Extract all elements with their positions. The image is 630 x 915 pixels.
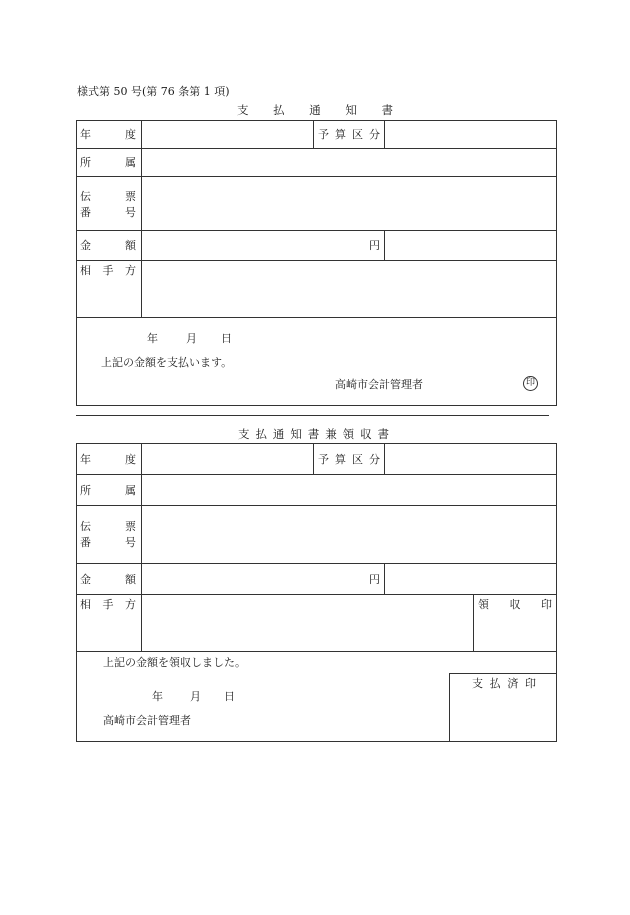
label-char: 区 — [352, 453, 363, 466]
label-char: 印 — [524, 677, 536, 690]
label-char: 相 — [80, 264, 91, 277]
label-shozoku — [80, 484, 136, 497]
title-char: 通 — [272, 427, 285, 441]
denpyo-bango-input[interactable] — [142, 506, 555, 562]
date-day: 日 — [224, 690, 235, 703]
shozoku-input[interactable] — [142, 149, 555, 175]
label-char: 額 — [125, 573, 136, 586]
label-nendo — [80, 128, 136, 141]
label-shozoku — [80, 156, 136, 169]
label-char: 相 — [80, 598, 91, 611]
yen-label: 円 — [369, 239, 380, 252]
label-shiharai-zumi — [472, 677, 536, 690]
yen-label: 円 — [369, 573, 380, 586]
receipt-statement: 上記の金額を領収しました。 — [103, 656, 246, 669]
title-char: 領 — [342, 427, 355, 441]
shozoku-input[interactable] — [142, 475, 555, 504]
label-denpyo-1 — [80, 520, 136, 533]
title-char: 書 — [307, 427, 320, 441]
label-char: 年 — [80, 128, 91, 141]
title-char: 支 — [238, 427, 250, 441]
label-char: 所 — [80, 484, 91, 497]
label-char: 号 — [125, 206, 136, 219]
label-char: 年 — [80, 453, 91, 466]
label-denpyo-2 — [80, 206, 136, 219]
label-aitekata — [80, 598, 136, 611]
date-month: 月 — [190, 690, 201, 703]
label-char: 手 — [102, 598, 114, 611]
label-char: 伝 — [80, 520, 91, 533]
title-char: 書 — [381, 103, 393, 117]
label-yosan-kubun — [318, 453, 380, 466]
ryoshuin-stamp-area[interactable] — [474, 612, 556, 650]
denpyo-bango-input[interactable] — [142, 177, 555, 229]
form2-title — [238, 428, 389, 441]
label-kingaku — [80, 239, 136, 252]
label-char: 金 — [80, 573, 91, 586]
label-char: 度 — [125, 128, 136, 141]
label-char: 属 — [125, 484, 136, 497]
label-char: 票 — [125, 520, 136, 533]
label-char: 分 — [369, 453, 380, 466]
label-char: 収 — [509, 598, 521, 611]
title-char: 兼 — [325, 427, 337, 441]
label-kingaku — [80, 573, 136, 586]
yosan-kubun-input[interactable] — [385, 444, 555, 473]
label-char: 額 — [125, 239, 136, 252]
aitekata-input[interactable] — [142, 261, 555, 316]
kingaku-input[interactable] — [142, 564, 367, 593]
form1-title — [237, 104, 393, 117]
label-nendo — [80, 453, 136, 466]
label-char: 所 — [80, 156, 91, 169]
label-denpyo-1 — [80, 190, 136, 203]
separator-line — [76, 415, 549, 416]
official-name: 高崎市会計管理者 — [103, 714, 191, 727]
label-char: 済 — [507, 677, 519, 690]
label-char: 属 — [125, 156, 136, 169]
label-yosan-kubun — [318, 128, 380, 141]
label-char: 金 — [80, 239, 91, 252]
label-char: 分 — [369, 128, 380, 141]
date-month: 月 — [186, 332, 197, 345]
label-char: 票 — [125, 190, 136, 203]
label-char: 方 — [125, 598, 136, 611]
label-char: 手 — [102, 264, 114, 277]
seal-icon: 印 — [523, 376, 538, 391]
label-char: 算 — [335, 453, 346, 466]
title-char: 知 — [345, 103, 357, 117]
nendo-input[interactable] — [142, 121, 312, 147]
label-char: 番 — [80, 206, 91, 219]
title-char: 払 — [273, 103, 285, 117]
title-char: 収 — [360, 427, 372, 441]
kingaku-input[interactable] — [142, 231, 367, 259]
title-char: 知 — [290, 427, 302, 441]
shiharai-zumi-stamp-area[interactable] — [450, 692, 556, 741]
label-denpyo-2 — [80, 536, 136, 549]
date-year: 年 — [147, 332, 158, 345]
title-char: 通 — [309, 103, 321, 117]
payment-statement: 上記の金額を支払います。 — [101, 356, 233, 369]
label-char: 領 — [478, 598, 489, 611]
date-day: 日 — [221, 332, 232, 345]
label-char: 番 — [80, 536, 91, 549]
label-char: 予 — [318, 128, 329, 141]
aitekata-input[interactable] — [142, 595, 472, 650]
title-char: 書 — [377, 427, 389, 441]
title-char: 支 — [237, 103, 249, 117]
nendo-input[interactable] — [142, 444, 312, 473]
label-char: 方 — [125, 264, 136, 277]
label-char: 予 — [318, 453, 329, 466]
label-aitekata — [80, 264, 136, 277]
label-char: 印 — [541, 598, 552, 611]
label-char: 度 — [125, 453, 136, 466]
label-char: 号 — [125, 536, 136, 549]
yosan-kubun-input[interactable] — [385, 121, 555, 147]
label-char: 払 — [489, 677, 501, 690]
label-char: 支 — [472, 677, 483, 690]
label-char: 算 — [335, 128, 346, 141]
label-char: 伝 — [80, 190, 91, 203]
label-ryoshuin — [478, 598, 552, 611]
form-number: 様式第 50 号(第 76 条第 1 項) — [77, 85, 230, 98]
official-name: 高崎市会計管理者 — [335, 378, 423, 391]
label-char: 区 — [352, 128, 363, 141]
date-year: 年 — [152, 690, 163, 703]
title-char: 払 — [255, 427, 267, 441]
